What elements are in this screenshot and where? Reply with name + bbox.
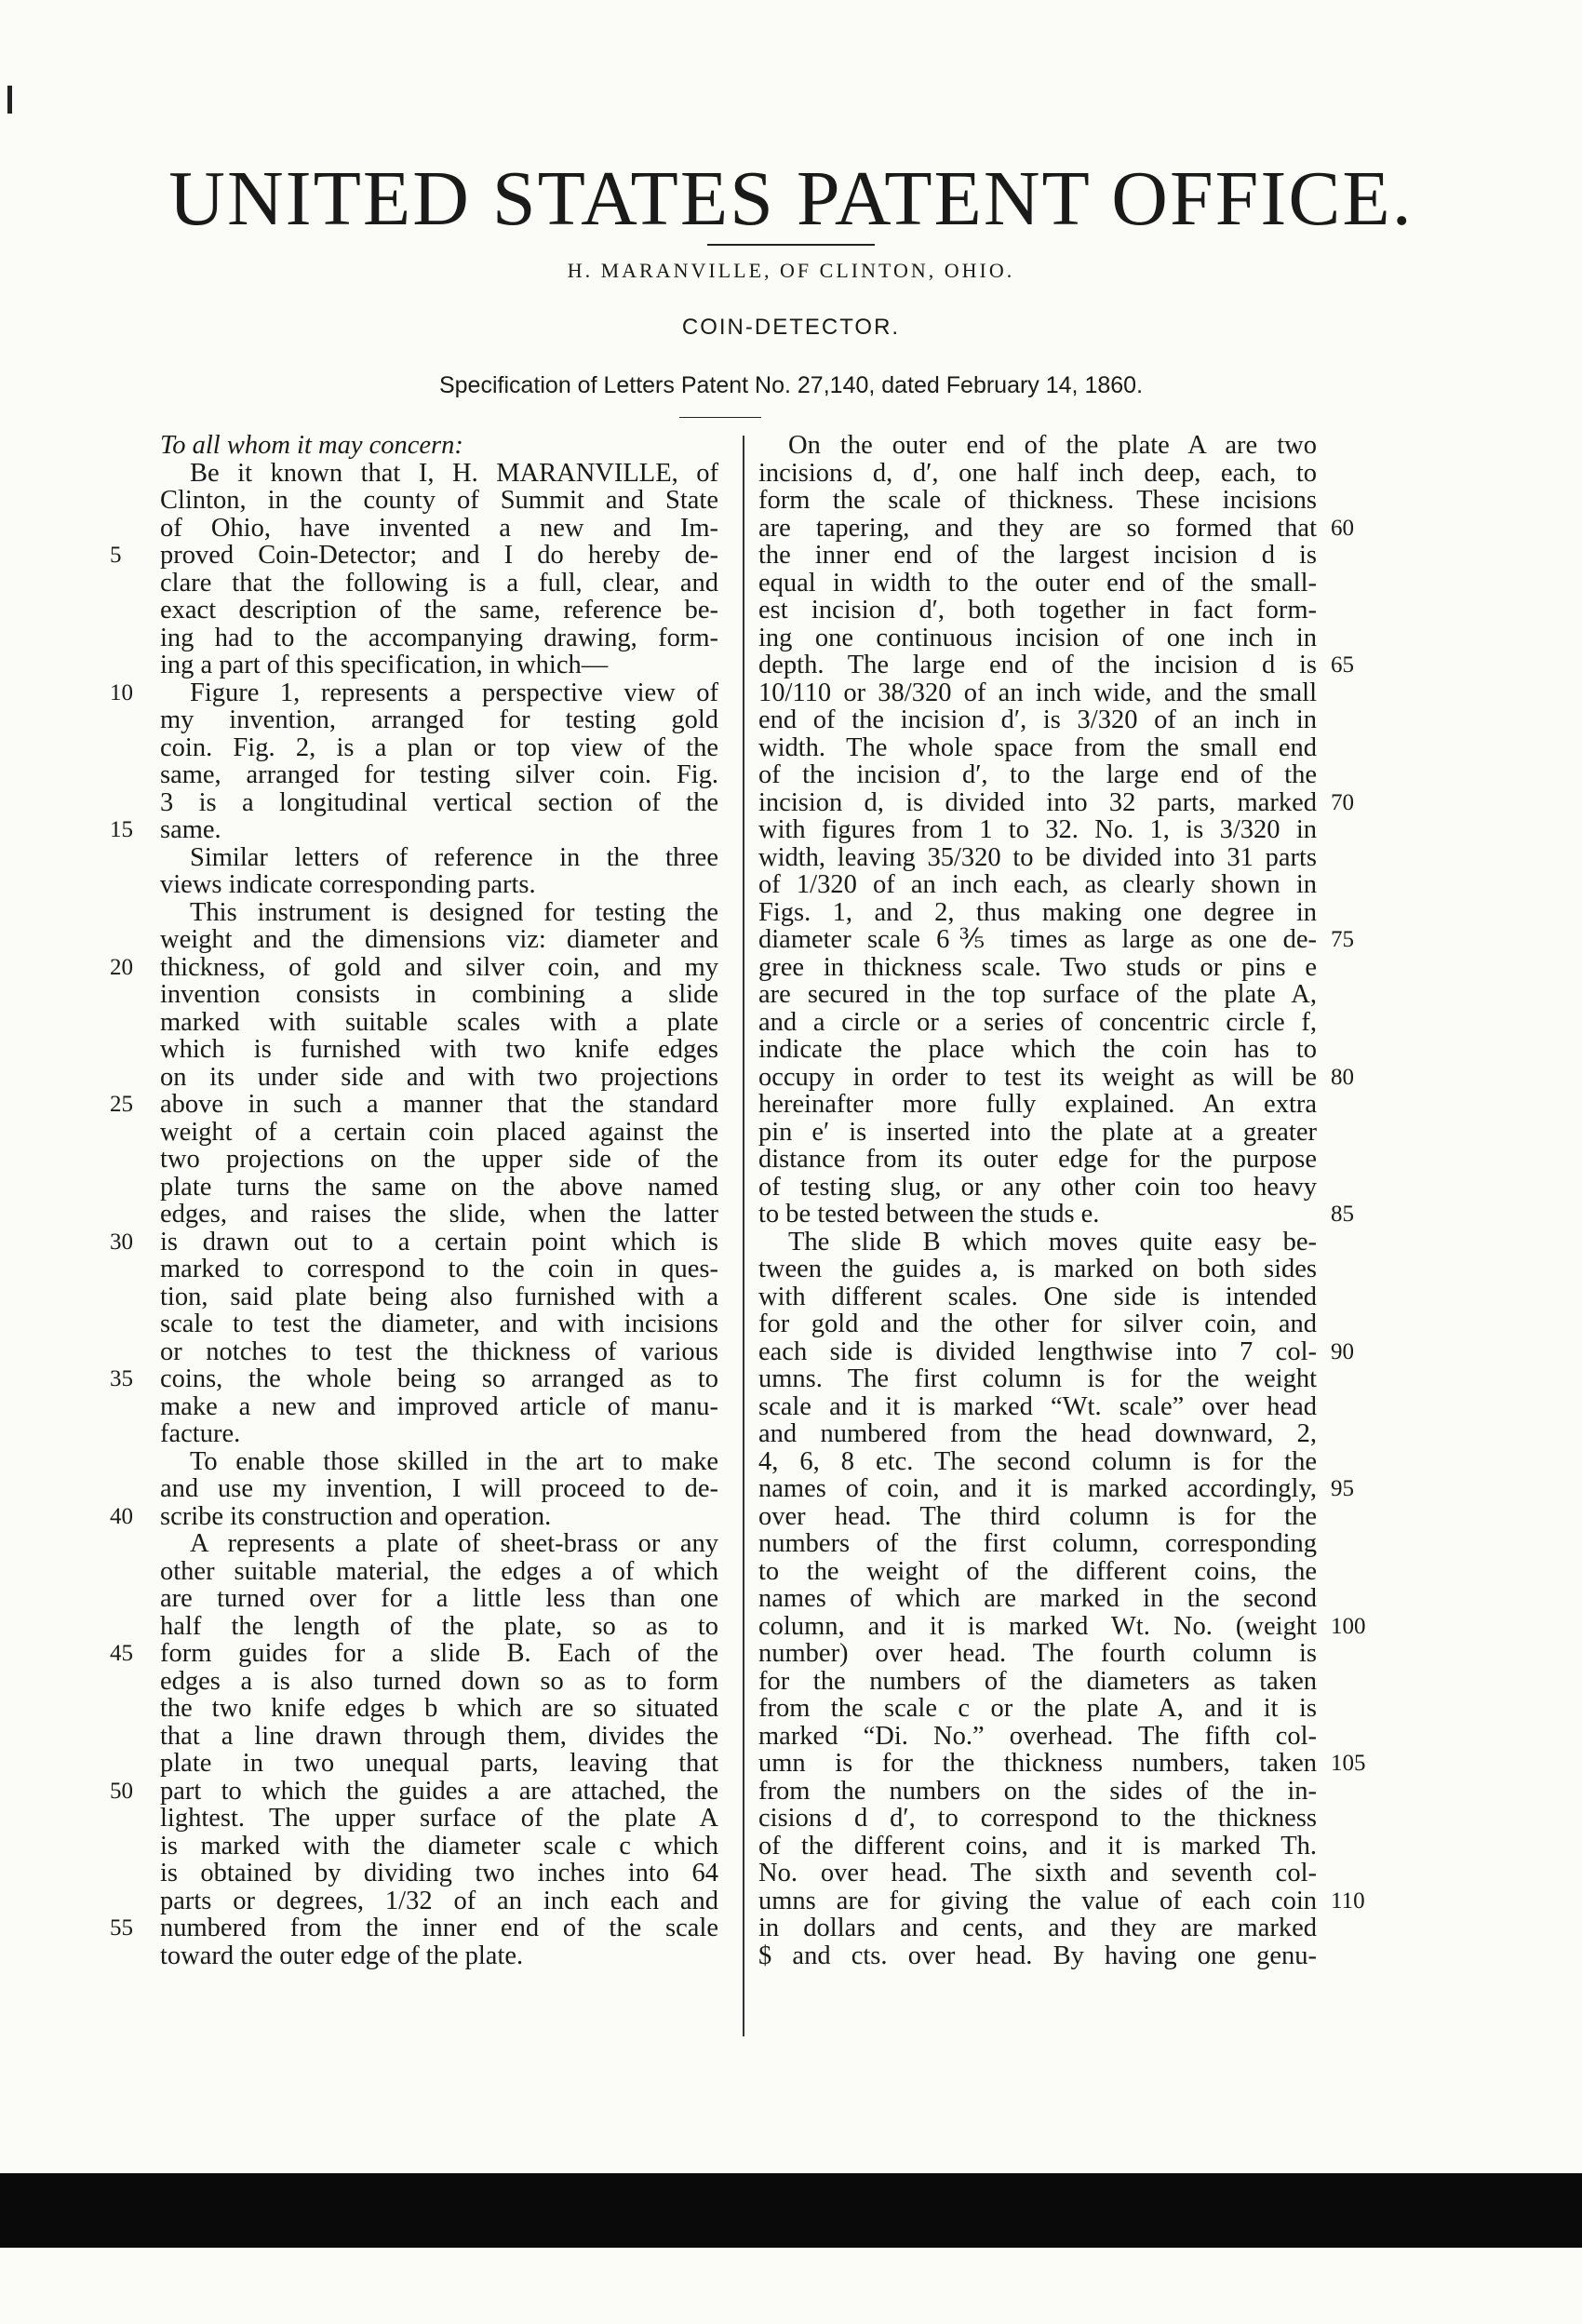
text-line: tion, said plate being also furnished with a <box>160 1283 718 1310</box>
text-line: clare that the following is a full, clear, and <box>160 569 718 597</box>
text-line: of Ohio, have invented a new and Im- <box>160 514 718 542</box>
text-line: and use my invention, I will proceed to de- <box>160 1475 718 1503</box>
text-line: facture. <box>160 1419 241 1448</box>
text-line: marked “Di. No.” overhead. The fifth col- <box>758 1722 1317 1750</box>
text-line: on its under side and with two projections <box>160 1063 718 1091</box>
text-line: for the numbers of the diameters as taken <box>758 1667 1317 1695</box>
text-line: umns are for giving the value of each coin <box>758 1887 1317 1914</box>
text-line: edges, and raises the slide, when the latter <box>160 1201 718 1229</box>
text-line: to the weight of the different coins, the <box>758 1557 1317 1585</box>
line-number: 70 <box>1331 789 1354 815</box>
text-line: is obtained by dividing two inches into 64 <box>160 1860 718 1887</box>
text-line: end of the incision d′, is 3/320 of an inch in <box>758 706 1317 734</box>
line-number: 100 <box>1331 1613 1366 1639</box>
text-line: occupy in order to test its weight as will be <box>758 1063 1317 1091</box>
text-line: other suitable material, the edges a of which <box>160 1557 718 1585</box>
text-line: to be tested between the studs e. <box>758 1200 1100 1229</box>
line-number: 35 <box>110 1366 133 1391</box>
text-line: invention consists in combining a slide <box>160 981 718 1009</box>
text-line: exact description of the same, reference be- <box>160 597 718 625</box>
line-number: 60 <box>1331 515 1354 541</box>
line-number: 10 <box>110 679 133 705</box>
line-number: 85 <box>1331 1202 1354 1227</box>
text-line: marked with suitable scales with a plate <box>160 1008 718 1036</box>
text-line: ing a part of this specification, in which— <box>160 651 609 679</box>
text-line: On the outer end of the plate A are two <box>788 432 1317 460</box>
text-line: names of which are marked in the second <box>758 1585 1317 1613</box>
text-line: est incision d′, both together in fact form- <box>758 597 1317 625</box>
text-line: indicate the place which the coin has to <box>758 1036 1317 1064</box>
text-line: of the different coins, and it is marked Th. <box>758 1832 1317 1860</box>
text-line: Be it known that I, H. MARANVILLE, of <box>190 459 718 487</box>
text-line: 4, 6, 8 etc. The second column is for the <box>758 1447 1317 1475</box>
text-line: is marked with the diameter scale c which <box>160 1832 718 1860</box>
text-line: incisions d, d′, one half inch deep, each, to <box>758 459 1317 487</box>
text-line: diameter scale 6⅗ times as large as one de- <box>758 926 1317 954</box>
text-line: are turned over for a little less than one <box>160 1585 718 1613</box>
text-line: umn is for the thickness numbers, taken <box>758 1750 1317 1778</box>
line-number: 20 <box>110 954 133 980</box>
text-line: above in such a manner that the standard <box>160 1091 718 1119</box>
text-line: of testing slug, or any other coin too heavy <box>758 1173 1317 1201</box>
text-line: scale and it is marked “Wt. scale” over head <box>758 1392 1317 1420</box>
text-line: hereinafter more fully explained. An extra <box>758 1091 1317 1119</box>
text-line: form the scale of thickness. These incisions <box>758 487 1317 515</box>
text-line: each side is divided lengthwise into 7 col- <box>758 1337 1317 1365</box>
text-line: Figure 1, represents a perspective view of <box>190 678 718 706</box>
text-line: plate turns the same on the above named <box>160 1173 718 1201</box>
text-line: coin. Fig. 2, is a plan or top view of the <box>160 733 718 761</box>
text-line: and a circle or a series of concentric circle f, <box>758 1008 1317 1036</box>
text-line: or notches to test the thickness of various <box>160 1337 718 1365</box>
text-line: A represents a plate of sheet-brass or any <box>190 1530 718 1558</box>
text-line: the inner end of the largest incision d is <box>758 542 1317 570</box>
text-line: umns. The first column is for the weight <box>758 1365 1317 1393</box>
text-line: over head. The third column is for the <box>758 1502 1317 1530</box>
header-rule-top <box>707 244 875 246</box>
text-line: To enable those skilled in the art to make <box>190 1447 718 1475</box>
text-line: and numbered from the head downward, 2, <box>758 1420 1317 1448</box>
text-line: equal in width to the outer end of the small- <box>758 569 1317 597</box>
text-line: with different scales. One side is intended <box>758 1283 1317 1310</box>
text-line: lightest. The upper surface of the plate A <box>160 1805 718 1833</box>
text-line: weight and the dimensions viz: diameter and <box>160 926 718 954</box>
line-number: 5 <box>110 543 122 568</box>
text-line: coins, the whole being so arranged as to <box>160 1365 718 1393</box>
text-line: 10/110 or 38/320 of an inch wide, and the small <box>758 678 1317 706</box>
text-line: cisions d d′, to correspond to the thickness <box>758 1805 1317 1833</box>
text-line: proved Coin-Detector; and I do hereby de- <box>160 542 718 570</box>
text-line: same. <box>160 815 221 844</box>
line-number: 55 <box>110 1915 133 1941</box>
line-number: 110 <box>1331 1887 1365 1914</box>
text-line: depth. The large end of the incision d is <box>758 652 1317 679</box>
text-line: number) over head. The fourth column is <box>758 1640 1317 1668</box>
text-line: No. over head. The sixth and seventh col- <box>758 1860 1317 1887</box>
text-line: To all whom it may concern: <box>160 431 463 460</box>
text-line: of 1/320 of an inch each, as clearly shown in <box>758 871 1317 899</box>
text-line: weight of a certain coin placed against the <box>160 1118 718 1146</box>
text-line: thickness, of gold and silver coin, and my <box>160 953 718 981</box>
line-number: 15 <box>110 817 133 842</box>
text-line: width, leaving 35/320 to be divided into 31 parts <box>758 843 1317 871</box>
line-number: 95 <box>1331 1476 1354 1501</box>
text-line: The slide B which moves quite easy be- <box>788 1228 1317 1256</box>
text-line: toward the outer edge of the plate. <box>160 1941 524 1970</box>
line-number: 25 <box>110 1092 133 1117</box>
text-line: make a new and improved article of manu- <box>160 1392 718 1420</box>
text-line: from the scale c or the plate A, and it is <box>758 1695 1317 1723</box>
text-line: This instrument is designed for testing the <box>190 898 718 926</box>
scan-footer-band <box>0 2173 1582 2248</box>
text-line: Figs. 1, and 2, thus making one degree in <box>758 898 1317 926</box>
text-line: scale to test the diameter, and with incisions <box>160 1310 718 1338</box>
line-number: 30 <box>110 1229 133 1255</box>
text-line: width. The whole space from the small end <box>758 733 1317 761</box>
text-line: numbered from the inner end of the scale <box>160 1914 718 1942</box>
line-number: 75 <box>1331 927 1354 952</box>
text-line: parts or degrees, 1/32 of an inch each and <box>160 1887 718 1914</box>
line-number: 80 <box>1331 1064 1354 1090</box>
text-line: with figures from 1 to 32. No. 1, is 3/320 in <box>758 816 1317 844</box>
text-line: in dollars and cents, and they are marked <box>758 1914 1317 1942</box>
text-line: scribe its construction and operation. <box>160 1501 552 1531</box>
text-line: plate in two unequal parts, leaving that <box>160 1750 718 1778</box>
document-title: COIN-DETECTOR. <box>681 315 901 340</box>
text-line: numbers of the first column, corresponding <box>758 1530 1317 1558</box>
right-text-column <box>758 432 1317 1969</box>
line-number: 105 <box>1331 1751 1366 1776</box>
text-line: for gold and the other for silver coin, and <box>758 1310 1317 1338</box>
text-line: which is furnished with two knife edges <box>160 1036 718 1064</box>
text-line: pin e′ is inserted into the plate at a greater <box>758 1118 1317 1146</box>
text-line: ing one continuous incision of one inch in <box>758 624 1317 652</box>
text-line: edges a is also turned down so as to form <box>160 1667 718 1695</box>
text-line: that a line drawn through them, divides the <box>160 1722 718 1750</box>
text-line: same, arranged for testing silver coin. Fig. <box>160 761 718 789</box>
line-number: 90 <box>1331 1338 1354 1364</box>
text-line: Clinton, in the county of Summit and State <box>160 487 718 515</box>
text-line: from the numbers on the sides of the in- <box>758 1777 1317 1805</box>
text-line: $ and cts. over head. By having one genu- <box>758 1941 1317 1969</box>
text-line: are secured in the top surface of the plate A, <box>758 981 1317 1009</box>
column-divider <box>743 436 744 2036</box>
text-line: the two knife edges b which are so situated <box>160 1695 718 1723</box>
header-rule-bottom <box>679 417 761 418</box>
left-text-column <box>160 432 718 1969</box>
text-line: of the incision d′, to the large end of the <box>758 761 1317 789</box>
text-line: part to which the guides a are attached, the <box>160 1777 718 1805</box>
office-heading: UNITED STATES PATENT OFFICE. <box>168 155 1414 242</box>
specification-line: Specification of Letters Patent No. 27,140, dated February 14, 1860. <box>438 372 1144 398</box>
text-line: gree in thickness scale. Two studs or pins e <box>758 953 1317 981</box>
text-line: incision d, is divided into 32 parts, marked <box>758 788 1317 816</box>
text-line: is drawn out to a certain point which is <box>160 1228 718 1256</box>
text-line: distance from its outer edge for the purpose <box>758 1146 1317 1174</box>
text-line: ing had to the accompanying drawing, form- <box>160 624 718 652</box>
line-number: 65 <box>1331 652 1354 678</box>
text-line: form guides for a slide B. Each of the <box>160 1640 718 1668</box>
text-line: 3 is a longitudinal vertical section of the <box>160 788 718 816</box>
inventor-line: H. MARANVILLE, OF CLINTON, OHIO. <box>567 259 1015 282</box>
scan-mark <box>7 86 12 114</box>
text-line: tween the guides a, is marked on both sides <box>758 1256 1317 1283</box>
line-number: 50 <box>110 1778 133 1804</box>
text-line: two projections on the upper side of the <box>160 1146 718 1174</box>
text-line: Similar letters of reference in the three <box>190 843 718 871</box>
text-line: column, and it is marked Wt. No. (weight <box>758 1612 1317 1640</box>
text-line: views indicate corresponding parts. <box>160 870 536 899</box>
text-line: names of coin, and it is marked accordingly, <box>758 1475 1317 1503</box>
text-line: half the length of the plate, so as to <box>160 1612 718 1640</box>
line-number: 45 <box>110 1641 133 1666</box>
line-number: 40 <box>110 1503 133 1529</box>
text-line: are tapering, and they are so formed that <box>758 514 1317 542</box>
text-line: marked to correspond to the coin in ques- <box>160 1256 718 1283</box>
text-line: my invention, arranged for testing gold <box>160 706 718 734</box>
